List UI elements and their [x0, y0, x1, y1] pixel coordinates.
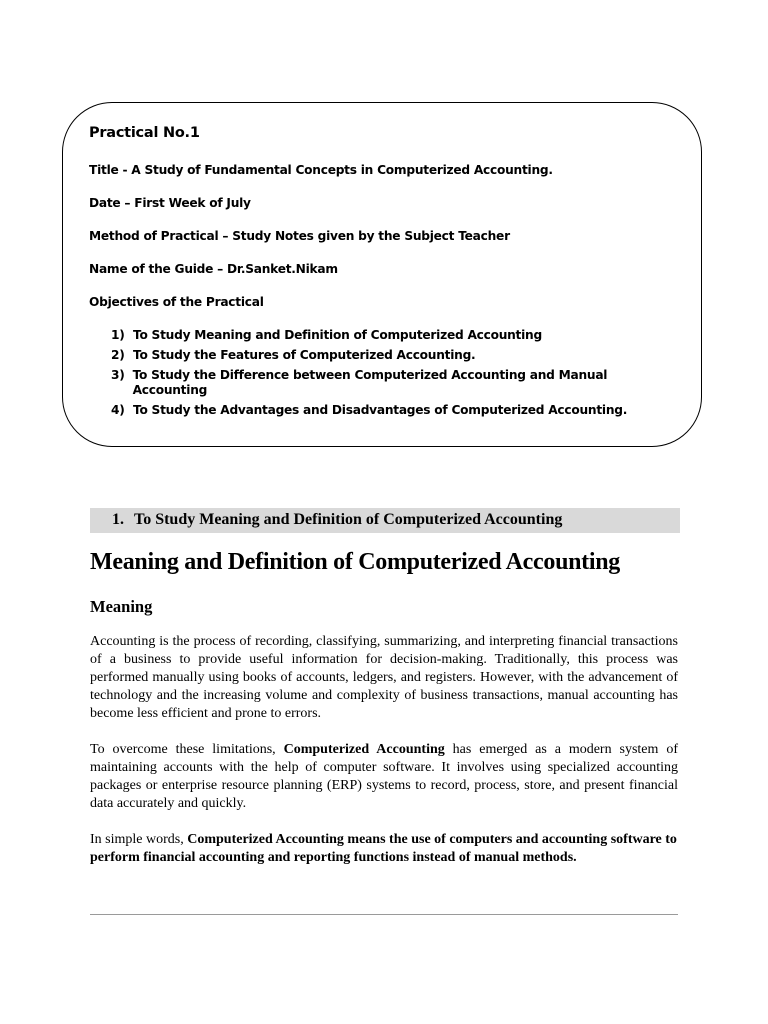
paragraph-text: To overcome these limitations,	[90, 742, 284, 757]
objective-text: To Study the Difference between Computerized Accounting and Manual Accounting	[132, 368, 608, 397]
practical-guide: Name of the Guide – Dr.Sanket.Nikam	[89, 262, 338, 276]
practical-info-box	[62, 102, 702, 447]
objectives-list	[89, 328, 675, 418]
paragraph-text: has emerged as a modern system of maintaining accounts with the help of computer software. It involves using specialized accounting packages or enterprise resource planning (ERP) systems to record, process, store, and present financial data accurately and quickly.	[90, 742, 678, 811]
practical-method: Method of Practical – Study Notes given by the Subject Teacher	[89, 229, 510, 243]
practical-number: Practical No.1	[89, 125, 200, 141]
objectives-heading: Objectives of the Practical	[89, 295, 264, 309]
practical-date: Date – First Week of July	[89, 196, 251, 210]
objective-text: To Study the Features of Computerized Accounting.	[133, 348, 476, 362]
paragraph-intro: Accounting is the process of recording, classifying, summarizing, and interpreting financial transactions of a business to provide useful information for decision-making. Traditionally, this process was performed manually using books of accounts, ledgers, and registers. However, with the advancement of technology and the increasing volume and complexity of business transactions, manual accounting has become less efficient and prone to errors.	[90, 634, 678, 721]
objective-text: To Study the Advantages and Disadvantages of Computerized Accounting.	[133, 403, 628, 417]
objective-item	[89, 368, 675, 398]
meaning-subheading: Meaning	[90, 597, 153, 616]
objective-item	[89, 328, 675, 343]
objective-text: To Study Meaning and Definition of Computerized Accounting	[133, 328, 542, 342]
objective-item	[89, 348, 675, 363]
bold-term: Computerized Accounting	[283, 742, 445, 757]
objective-number: 3)	[111, 368, 125, 382]
objective-number: 2)	[111, 348, 125, 362]
objective-number: 4)	[111, 403, 125, 417]
section-heading-bar	[90, 508, 680, 533]
paragraph-text: In simple words,	[90, 832, 188, 847]
section-number: 1.	[112, 511, 124, 528]
page-title: Meaning and Definition of Computerized Accounting	[90, 549, 620, 575]
paragraph-computerized	[90, 741, 678, 813]
definition-bold: Computerized Accounting means the use of computers and accounting software to perform financial accounting and reporting functions instead of manual methods.	[90, 832, 677, 865]
practical-title: Title - A Study of Fundamental Concepts in Computerized Accounting.	[89, 163, 553, 177]
horizontal-divider	[90, 914, 678, 915]
objective-number: 1)	[111, 328, 125, 342]
section-label: To Study Meaning and Definition of Computerized Accounting	[134, 511, 563, 528]
paragraph-definition	[90, 831, 678, 867]
objective-item	[89, 403, 675, 418]
